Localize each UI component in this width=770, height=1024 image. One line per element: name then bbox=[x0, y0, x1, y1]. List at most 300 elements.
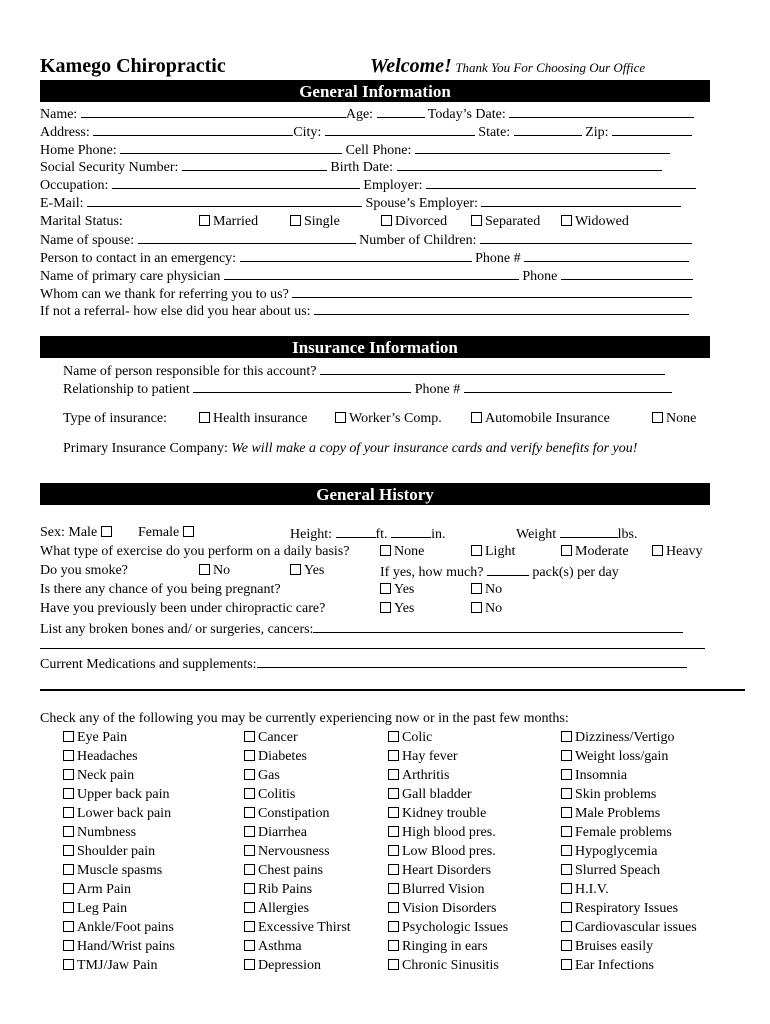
children-label: Number of Children: bbox=[359, 233, 477, 248]
packs-label: pack(s) per day bbox=[532, 565, 619, 580]
symptom-label: Ankle/Foot pains bbox=[77, 920, 174, 935]
email-field[interactable] bbox=[87, 194, 362, 207]
checkbox-icon[interactable] bbox=[199, 564, 210, 575]
exercise-none[interactable] bbox=[380, 544, 424, 560]
lbs-label: lbs. bbox=[617, 527, 638, 542]
symptom-item[interactable] bbox=[244, 844, 330, 860]
broken-bones-field-line2[interactable] bbox=[40, 636, 705, 649]
symptom-item[interactable] bbox=[388, 844, 496, 860]
checkbox-icon[interactable] bbox=[380, 583, 391, 594]
primary-company-label: Primary Insurance Company: bbox=[63, 441, 228, 456]
checkbox-icon[interactable] bbox=[561, 545, 572, 556]
checkbox-icon[interactable] bbox=[561, 788, 572, 799]
occupation-field[interactable] bbox=[112, 176, 360, 189]
home-phone-label: Home Phone: bbox=[40, 143, 117, 158]
symptom-item[interactable] bbox=[244, 863, 323, 879]
symptom-label: Muscle spasms bbox=[77, 863, 163, 878]
female-label: Female bbox=[138, 525, 180, 540]
name-field[interactable] bbox=[81, 105, 346, 118]
row-physician bbox=[40, 267, 693, 285]
home-phone-field[interactable] bbox=[120, 141, 342, 154]
symptom-label: Leg Pain bbox=[77, 901, 128, 916]
symptom-item[interactable] bbox=[244, 749, 307, 765]
insurance-health[interactable] bbox=[199, 411, 307, 427]
symptom-label: Ringing in ears bbox=[402, 939, 488, 954]
symptom-item[interactable] bbox=[63, 958, 158, 974]
row-name bbox=[40, 105, 694, 123]
todays-date-label: Today’s Date: bbox=[427, 107, 506, 122]
checkbox-icon[interactable] bbox=[244, 940, 255, 951]
checkbox-icon[interactable] bbox=[244, 750, 255, 761]
symptom-label: Colic bbox=[402, 730, 433, 745]
relationship-label: Relationship to patient bbox=[63, 382, 190, 397]
age-field[interactable] bbox=[377, 105, 425, 118]
symptom-label: Cancer bbox=[258, 730, 298, 745]
checkbox-icon[interactable] bbox=[244, 959, 255, 970]
symptom-label: Lower back pain bbox=[77, 806, 172, 821]
section-general-information: General Information bbox=[40, 80, 710, 102]
emergency-field[interactable] bbox=[240, 249, 472, 262]
checkbox-icon[interactable] bbox=[380, 545, 391, 556]
weight-label: Weight bbox=[516, 527, 557, 542]
city-label: City: bbox=[293, 125, 322, 140]
checkbox-icon[interactable] bbox=[244, 731, 255, 742]
symptom-label: Low Blood pres. bbox=[402, 844, 496, 859]
symptom-item[interactable] bbox=[388, 787, 472, 803]
exercise-light[interactable] bbox=[471, 544, 515, 560]
checkbox-icon[interactable] bbox=[561, 769, 572, 780]
symptom-item[interactable] bbox=[388, 825, 496, 841]
option-label: Divorced bbox=[395, 214, 448, 229]
symptom-label: Gall bladder bbox=[402, 787, 472, 802]
insurance-phone-field[interactable] bbox=[464, 380, 672, 393]
symptom-label: Hypoglycemia bbox=[575, 844, 658, 859]
not-referral-label: If not a referral- how else did you hear about us: bbox=[40, 304, 311, 319]
symptom-label: High blood pres. bbox=[402, 825, 496, 840]
symptom-item[interactable] bbox=[561, 806, 660, 822]
symptom-item[interactable] bbox=[388, 958, 499, 974]
cell-phone-field[interactable] bbox=[415, 141, 670, 154]
todays-date-field[interactable] bbox=[509, 105, 694, 118]
marital-divorced[interactable] bbox=[381, 214, 447, 230]
symptom-item[interactable] bbox=[63, 768, 134, 784]
checkbox-icon[interactable] bbox=[380, 602, 391, 613]
symptom-item[interactable] bbox=[63, 806, 171, 822]
symptom-item[interactable] bbox=[244, 768, 280, 784]
row-ssn bbox=[40, 158, 662, 176]
zip-label: Zip: bbox=[585, 125, 609, 140]
row-how-much bbox=[380, 563, 619, 581]
address-label: Address: bbox=[40, 125, 90, 140]
employer-field[interactable] bbox=[426, 176, 696, 189]
physician-field[interactable] bbox=[224, 267, 519, 280]
checkbox-icon[interactable] bbox=[388, 864, 399, 875]
welcome-line bbox=[370, 55, 646, 77]
marital-widowed[interactable] bbox=[561, 214, 629, 230]
smoke-no[interactable] bbox=[199, 563, 230, 579]
symptom-label: Ear Infections bbox=[575, 958, 654, 973]
occupation-label: Occupation: bbox=[40, 178, 109, 193]
checkbox-icon[interactable] bbox=[561, 940, 572, 951]
symptom-item[interactable] bbox=[244, 882, 312, 898]
ft-label: ft. bbox=[375, 527, 388, 542]
height-in-field[interactable] bbox=[391, 525, 431, 538]
symptom-item[interactable] bbox=[388, 806, 486, 822]
checkbox-icon[interactable] bbox=[388, 921, 399, 932]
state-field[interactable] bbox=[514, 123, 582, 136]
symptom-item[interactable] bbox=[63, 863, 162, 879]
symptom-item[interactable] bbox=[244, 920, 351, 936]
referral-field[interactable] bbox=[292, 285, 692, 298]
symptom-item[interactable] bbox=[561, 787, 656, 803]
checkbox-icon[interactable] bbox=[561, 215, 572, 226]
symptom-item[interactable] bbox=[561, 749, 668, 765]
row-height bbox=[290, 525, 445, 543]
row-home-phone bbox=[40, 141, 670, 159]
symptom-label: Shoulder pain bbox=[77, 844, 156, 859]
checkbox-icon[interactable] bbox=[471, 583, 482, 594]
symptom-item[interactable] bbox=[561, 882, 609, 898]
symptom-item[interactable] bbox=[63, 939, 175, 955]
checkbox-icon[interactable] bbox=[244, 807, 255, 818]
chiro-yes[interactable] bbox=[380, 601, 414, 617]
checkbox-icon[interactable] bbox=[561, 959, 572, 970]
symptom-item[interactable] bbox=[244, 730, 298, 746]
welcome-text: Welcome! bbox=[370, 55, 452, 77]
symptom-label: Excessive Thirst bbox=[258, 920, 351, 935]
broken-bones-label: List any broken bones and/ or surgeries, cancers: bbox=[40, 622, 314, 637]
row-medications bbox=[40, 655, 687, 673]
symptom-item[interactable] bbox=[244, 958, 321, 974]
age-label: Age: bbox=[345, 107, 374, 122]
referral-label: Whom can we thank for referring you to us? bbox=[40, 287, 289, 302]
exercise-moderate[interactable] bbox=[561, 544, 629, 560]
checkbox-icon[interactable] bbox=[244, 902, 255, 913]
symptom-label: Rib Pains bbox=[258, 882, 313, 897]
option-label: None bbox=[394, 544, 425, 559]
symptom-item[interactable] bbox=[388, 863, 491, 879]
symptom-label: Female problems bbox=[575, 825, 672, 840]
symptom-item[interactable] bbox=[561, 768, 627, 784]
in-label: in. bbox=[431, 527, 446, 542]
pregnant-question: Is there any chance of you being pregnant? bbox=[40, 582, 281, 597]
checkbox-icon[interactable] bbox=[388, 788, 399, 799]
checkbox-icon[interactable] bbox=[388, 902, 399, 913]
option-label: Single bbox=[304, 214, 340, 229]
symptom-label: Chest pains bbox=[258, 863, 323, 878]
ssn-label: Social Security Number: bbox=[40, 160, 179, 175]
packs-field[interactable] bbox=[487, 563, 529, 576]
marital-married[interactable] bbox=[199, 214, 258, 230]
checkbox-icon[interactable] bbox=[335, 412, 346, 423]
symptom-label: Weight loss/gain bbox=[575, 749, 669, 764]
state-label: State: bbox=[478, 125, 511, 140]
symptom-label: Neck pain bbox=[77, 768, 135, 783]
email-label: E-Mail: bbox=[40, 196, 84, 211]
checkbox-icon[interactable] bbox=[183, 526, 194, 537]
symptoms-prompt: Check any of the following you may be currently experiencing now or in the past few months: bbox=[40, 711, 569, 726]
checkbox-icon[interactable] bbox=[199, 215, 210, 226]
symptom-label: Depression bbox=[258, 958, 321, 973]
emergency-phone-field[interactable] bbox=[524, 249, 689, 262]
checkbox-icon[interactable] bbox=[63, 864, 74, 875]
checkbox-icon[interactable] bbox=[290, 215, 301, 226]
symptom-label: Upper back pain bbox=[77, 787, 170, 802]
how-much-label: If yes, how much? bbox=[380, 565, 484, 580]
symptom-label: Gas bbox=[258, 768, 280, 783]
checkbox-icon[interactable] bbox=[561, 807, 572, 818]
checkbox-icon[interactable] bbox=[101, 526, 112, 537]
symptom-label: Cardiovascular issues bbox=[575, 920, 697, 935]
row-not-referral bbox=[40, 302, 689, 320]
marital-status-label: Marital Status: bbox=[40, 214, 123, 229]
option-label: No bbox=[213, 563, 231, 578]
weight-field[interactable] bbox=[560, 525, 618, 538]
symptom-item[interactable] bbox=[244, 787, 295, 803]
checkbox-icon[interactable] bbox=[652, 412, 663, 423]
marital-separated[interactable] bbox=[471, 214, 540, 230]
checkbox-icon[interactable] bbox=[388, 750, 399, 761]
ssn-field[interactable] bbox=[182, 158, 327, 171]
symptom-item[interactable] bbox=[388, 768, 449, 784]
checkbox-icon[interactable] bbox=[388, 807, 399, 818]
symptom-label: Asthma bbox=[258, 939, 302, 954]
checkbox-icon[interactable] bbox=[63, 959, 74, 970]
symptom-label: Slurred Speach bbox=[575, 863, 661, 878]
symptom-item[interactable] bbox=[244, 939, 302, 955]
symptom-item[interactable] bbox=[561, 863, 660, 879]
option-label: Separated bbox=[485, 214, 541, 229]
checkbox-icon[interactable] bbox=[63, 750, 74, 761]
pregnant-yes[interactable] bbox=[380, 582, 414, 598]
checkbox-icon[interactable] bbox=[471, 602, 482, 613]
physician-phone-label: Phone bbox=[522, 269, 558, 284]
cell-phone-label: Cell Phone: bbox=[345, 143, 412, 158]
symptom-item[interactable] bbox=[561, 730, 675, 746]
option-label: Worker’s Comp. bbox=[349, 411, 442, 426]
checkbox-icon[interactable] bbox=[63, 731, 74, 742]
symptom-item[interactable] bbox=[63, 825, 136, 841]
option-label: Automobile Insurance bbox=[485, 411, 610, 426]
insurance-automobile[interactable] bbox=[471, 411, 610, 427]
symptom-item[interactable] bbox=[388, 882, 485, 898]
name-label: Name: bbox=[40, 107, 78, 122]
insurance-workers-comp[interactable] bbox=[335, 411, 442, 427]
checkbox-icon[interactable] bbox=[63, 826, 74, 837]
checkbox-icon[interactable] bbox=[63, 940, 74, 951]
checkbox-icon[interactable] bbox=[199, 412, 210, 423]
checkbox-icon[interactable] bbox=[244, 788, 255, 799]
checkbox-icon[interactable] bbox=[63, 845, 74, 856]
insurance-none[interactable] bbox=[652, 411, 696, 427]
symptom-label: Hay fever bbox=[402, 749, 458, 764]
symptom-item[interactable] bbox=[388, 920, 508, 936]
symptom-label: Hand/Wrist pains bbox=[77, 939, 175, 954]
checkbox-icon[interactable] bbox=[561, 826, 572, 837]
symptom-label: Arthritis bbox=[402, 768, 450, 783]
height-label: Height: bbox=[290, 527, 332, 542]
row-responsible bbox=[63, 362, 665, 380]
symptom-label: Colitis bbox=[258, 787, 296, 802]
option-label: No bbox=[485, 601, 503, 616]
birth-date-field[interactable] bbox=[397, 158, 662, 171]
sex-male[interactable] bbox=[40, 525, 115, 541]
row-spouse bbox=[40, 231, 692, 249]
checkbox-icon[interactable] bbox=[471, 412, 482, 423]
symptom-item[interactable] bbox=[244, 825, 307, 841]
symptom-label: Bruises easily bbox=[575, 939, 654, 954]
row-referral bbox=[40, 285, 692, 303]
option-label: Moderate bbox=[575, 544, 629, 559]
checkbox-icon[interactable] bbox=[63, 769, 74, 780]
checkbox-icon[interactable] bbox=[561, 902, 572, 913]
symptom-item[interactable] bbox=[561, 920, 697, 936]
option-label: Light bbox=[485, 544, 516, 559]
symptom-label: Kidney trouble bbox=[402, 806, 487, 821]
symptom-item[interactable] bbox=[63, 920, 174, 936]
checkbox-icon[interactable] bbox=[63, 788, 74, 799]
symptom-item[interactable] bbox=[388, 939, 488, 955]
spouse-employer-field[interactable] bbox=[481, 194, 681, 207]
row-primary-insurance bbox=[63, 441, 637, 457]
symptom-item[interactable] bbox=[63, 901, 127, 917]
checkbox-icon[interactable] bbox=[63, 807, 74, 818]
checkbox-icon[interactable] bbox=[244, 826, 255, 837]
emergency-label: Person to contact in an emergency: bbox=[40, 251, 237, 266]
symptom-label: Chronic Sinusitis bbox=[402, 958, 499, 973]
checkbox-icon[interactable] bbox=[652, 545, 663, 556]
option-label: Widowed bbox=[575, 214, 629, 229]
symptom-label: Constipation bbox=[258, 806, 330, 821]
smoke-yes[interactable] bbox=[290, 563, 324, 579]
option-label: Yes bbox=[394, 582, 415, 597]
physician-phone-field[interactable] bbox=[561, 267, 693, 280]
checkbox-icon[interactable] bbox=[471, 545, 482, 556]
option-label: Married bbox=[213, 214, 259, 229]
checkbox-icon[interactable] bbox=[381, 215, 392, 226]
medications-field[interactable] bbox=[257, 655, 687, 668]
checkbox-icon[interactable] bbox=[561, 883, 572, 894]
symptom-label: Diabetes bbox=[258, 749, 307, 764]
marital-single[interactable] bbox=[290, 214, 340, 230]
children-field[interactable] bbox=[480, 231, 692, 244]
spouse-name-field[interactable] bbox=[138, 231, 356, 244]
option-label: None bbox=[666, 411, 697, 426]
broken-bones-field[interactable] bbox=[313, 620, 683, 633]
checkbox-icon[interactable] bbox=[561, 921, 572, 932]
checkbox-icon[interactable] bbox=[561, 750, 572, 761]
responsible-field[interactable] bbox=[320, 362, 665, 375]
checkbox-icon[interactable] bbox=[388, 883, 399, 894]
sex-female[interactable] bbox=[138, 525, 197, 541]
checkbox-icon[interactable] bbox=[244, 921, 255, 932]
symptom-item[interactable] bbox=[63, 882, 131, 898]
symptom-label: Dizziness/Vertigo bbox=[575, 730, 675, 745]
zip-field[interactable] bbox=[612, 123, 692, 136]
checkbox-icon[interactable] bbox=[388, 940, 399, 951]
checkbox-icon[interactable] bbox=[388, 845, 399, 856]
thanks-text: Thank You For Choosing Our Office bbox=[455, 60, 646, 75]
checkbox-icon[interactable] bbox=[244, 769, 255, 780]
birth-date-label: Birth Date: bbox=[330, 160, 394, 175]
symptom-item[interactable] bbox=[63, 730, 127, 746]
checkbox-icon[interactable] bbox=[388, 826, 399, 837]
spouse-name-label: Name of spouse: bbox=[40, 233, 135, 248]
symptom-label: TMJ/Jaw Pain bbox=[77, 958, 158, 973]
checkbox-icon[interactable] bbox=[63, 902, 74, 913]
checkbox-icon[interactable] bbox=[244, 883, 255, 894]
checkbox-icon[interactable] bbox=[561, 731, 572, 742]
checkbox-icon[interactable] bbox=[244, 845, 255, 856]
symptom-item[interactable] bbox=[561, 939, 653, 955]
address-field[interactable] bbox=[93, 123, 293, 136]
checkbox-icon[interactable] bbox=[471, 215, 482, 226]
symptom-item[interactable] bbox=[244, 806, 330, 822]
symptom-item[interactable] bbox=[388, 749, 458, 765]
symptom-item[interactable] bbox=[561, 958, 654, 974]
checkbox-icon[interactable] bbox=[561, 864, 572, 875]
checkbox-icon[interactable] bbox=[290, 564, 301, 575]
symptom-item[interactable] bbox=[63, 749, 138, 765]
checkbox-icon[interactable] bbox=[561, 845, 572, 856]
symptom-item[interactable] bbox=[63, 787, 170, 803]
checkbox-icon[interactable] bbox=[63, 883, 74, 894]
symptom-label: Numbness bbox=[77, 825, 137, 840]
medications-label: Current Medications and supplements: bbox=[40, 657, 257, 672]
symptom-item[interactable] bbox=[561, 825, 672, 841]
smoke-question: Do you smoke? bbox=[40, 563, 128, 578]
symptom-item[interactable] bbox=[561, 844, 657, 860]
symptom-label: Nervousness bbox=[258, 844, 330, 859]
exercise-heavy[interactable] bbox=[652, 544, 703, 560]
symptom-item[interactable] bbox=[388, 730, 432, 746]
checkbox-icon[interactable] bbox=[388, 769, 399, 780]
chiro-question: Have you previously been under chiropractic care? bbox=[40, 601, 326, 616]
symptom-label: Male Problems bbox=[575, 806, 661, 821]
section-insurance-information: Insurance Information bbox=[40, 336, 710, 358]
symptom-item[interactable] bbox=[561, 901, 678, 917]
relationship-field[interactable] bbox=[193, 380, 411, 393]
primary-company-note: We will make a copy of your insurance cards and verify benefits for you! bbox=[231, 441, 638, 456]
checkbox-icon[interactable] bbox=[63, 921, 74, 932]
symptom-label: Heart Disorders bbox=[402, 863, 492, 878]
symptom-label: H.I.V. bbox=[575, 882, 609, 897]
not-referral-field[interactable] bbox=[314, 302, 689, 315]
checkbox-icon[interactable] bbox=[388, 959, 399, 970]
city-field[interactable] bbox=[325, 123, 475, 136]
row-emergency bbox=[40, 249, 689, 267]
symptom-item[interactable] bbox=[63, 844, 155, 860]
symptom-label: Eye Pain bbox=[77, 730, 128, 745]
row-address bbox=[40, 123, 692, 141]
pregnant-no[interactable] bbox=[471, 582, 502, 598]
row-weight bbox=[516, 525, 637, 543]
option-label: Yes bbox=[304, 563, 325, 578]
symptom-item[interactable] bbox=[244, 901, 309, 917]
sex-label: Sex: Male bbox=[40, 525, 98, 540]
chiro-no[interactable] bbox=[471, 601, 502, 617]
section-general-history: General History bbox=[40, 483, 710, 505]
row-broken-bones-extra bbox=[40, 636, 705, 654]
symptom-item[interactable] bbox=[388, 901, 496, 917]
symptom-label: Insomnia bbox=[575, 768, 628, 783]
height-ft-field[interactable] bbox=[336, 525, 376, 538]
symptom-label: Allergies bbox=[258, 901, 310, 916]
symptom-label: Arm Pain bbox=[77, 882, 132, 897]
checkbox-icon[interactable] bbox=[388, 731, 399, 742]
checkbox-icon[interactable] bbox=[244, 864, 255, 875]
symptom-label: Skin problems bbox=[575, 787, 657, 802]
